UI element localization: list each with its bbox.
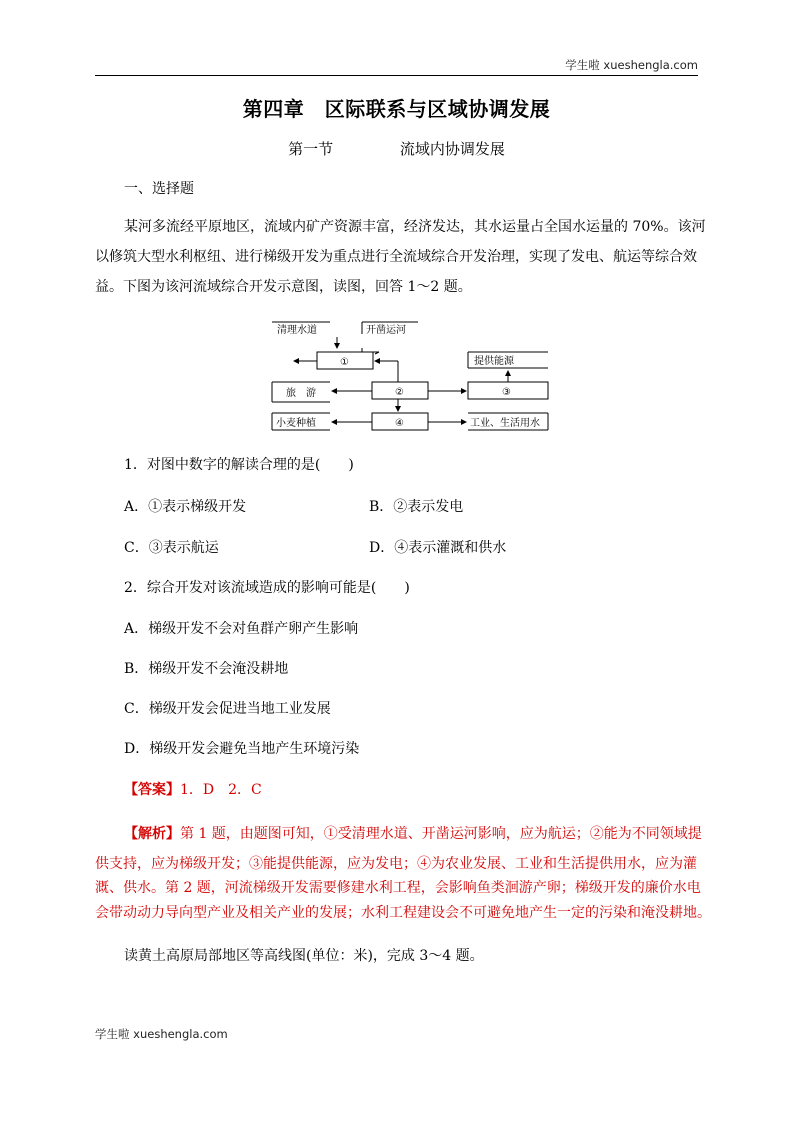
section-number: 第一节 — [288, 140, 334, 158]
q1-option-d: D．④表示灌溉和供水 — [369, 540, 507, 556]
chapter-title: 第四章 区际联系与区域协调发展 — [242, 97, 551, 121]
analysis-line-4: 会带动动力导向型产业及相关产业的发展；水利工程建设会不可避免地产生一定的污染和淹没耕地。 — [95, 905, 711, 921]
answer — [124, 779, 262, 799]
part-heading: 一、选择题 — [124, 181, 194, 197]
analysis-line-1 — [124, 819, 702, 849]
section-name: 流域内协调发展 — [399, 140, 505, 158]
analysis-line-3: 溉、供水。第 2 题，河流梯级开发需要修建水利工程，会影响鱼类洄游产卵；梯级开发的廉价水电 — [95, 880, 701, 896]
node-2-label: ② — [395, 387, 404, 398]
q1-option-c: C．③表示航运 — [124, 540, 219, 556]
q2-option-d: D．梯级开发会避免当地产生环境污染 — [124, 741, 360, 757]
section-title — [0, 138, 793, 159]
header-brand: 学生啦 xueshengla.com — [565, 58, 698, 72]
answer-label: 【答案】 — [124, 782, 180, 798]
node-4-label: ④ — [395, 418, 404, 429]
footer-brand: 学生啦 xueshengla.com — [95, 1027, 228, 1041]
analysis-line-2: 供支持，应为梯级开发；③能提供能源，应为发电；④为农业发展、工业和生活提供用水，应为灌 — [95, 856, 697, 872]
q1-option-a: A．①表示梯级开发 — [124, 499, 247, 515]
label-tigong-nengyuan: 提供能源 — [474, 356, 514, 367]
next-question-intro: 读黄土高原局部地区等高线图(单位：米)，完成 3～4 题。 — [124, 948, 484, 964]
intro-line-3: 益。下图为该河流域综合开发示意图，读图，回答 1～2 题。 — [95, 279, 472, 295]
label-lvyou: 旅 游 — [286, 388, 316, 399]
analysis-label: 【解析】 — [124, 826, 180, 842]
node-3-label: ③ — [502, 387, 511, 398]
intro-line-1: 某河多流经平原地区，流域内矿产资源丰富，经济发达，其水运量占全国水运量的 70%。该河 — [124, 219, 706, 235]
river-development-diagram — [262, 312, 562, 437]
q2-stem: 2．综合开发对该流域造成的影响可能是( ) — [124, 580, 410, 596]
label-kaizao-yunhe: 开凿运河 — [366, 325, 406, 336]
q2-option-b: B．梯级开发不会淹没耕地 — [124, 661, 289, 677]
analysis-text-1: 第 1 题，由题图可知，①受清理水道、开凿运河影响，应为航运；②能为不同领域提 — [180, 826, 702, 842]
header-divider — [95, 75, 698, 76]
intro-line-2: 以修筑大型水利枢纽、进行梯级开发为重点进行全流域综合开发治理，实现了发电、航运等综合效 — [95, 249, 697, 265]
q1-stem: 1．对图中数字的解读合理的是( ) — [124, 457, 354, 473]
label-xiaomai-zhongzhi: 小麦种植 — [276, 418, 316, 429]
node-1-label: ① — [340, 357, 349, 368]
answer-text: 1．D 2．C — [180, 782, 262, 798]
q2-option-c: C．梯级开发会促进当地工业发展 — [124, 701, 331, 717]
q2-option-a: A．梯级开发不会对鱼群产卵产生影响 — [124, 621, 359, 637]
q1-option-b: B．②表示发电 — [369, 499, 464, 515]
label-qingli-shuidao: 清理水道 — [277, 325, 317, 336]
label-gongye-shenghuo: 工业、生活用水 — [470, 418, 540, 429]
